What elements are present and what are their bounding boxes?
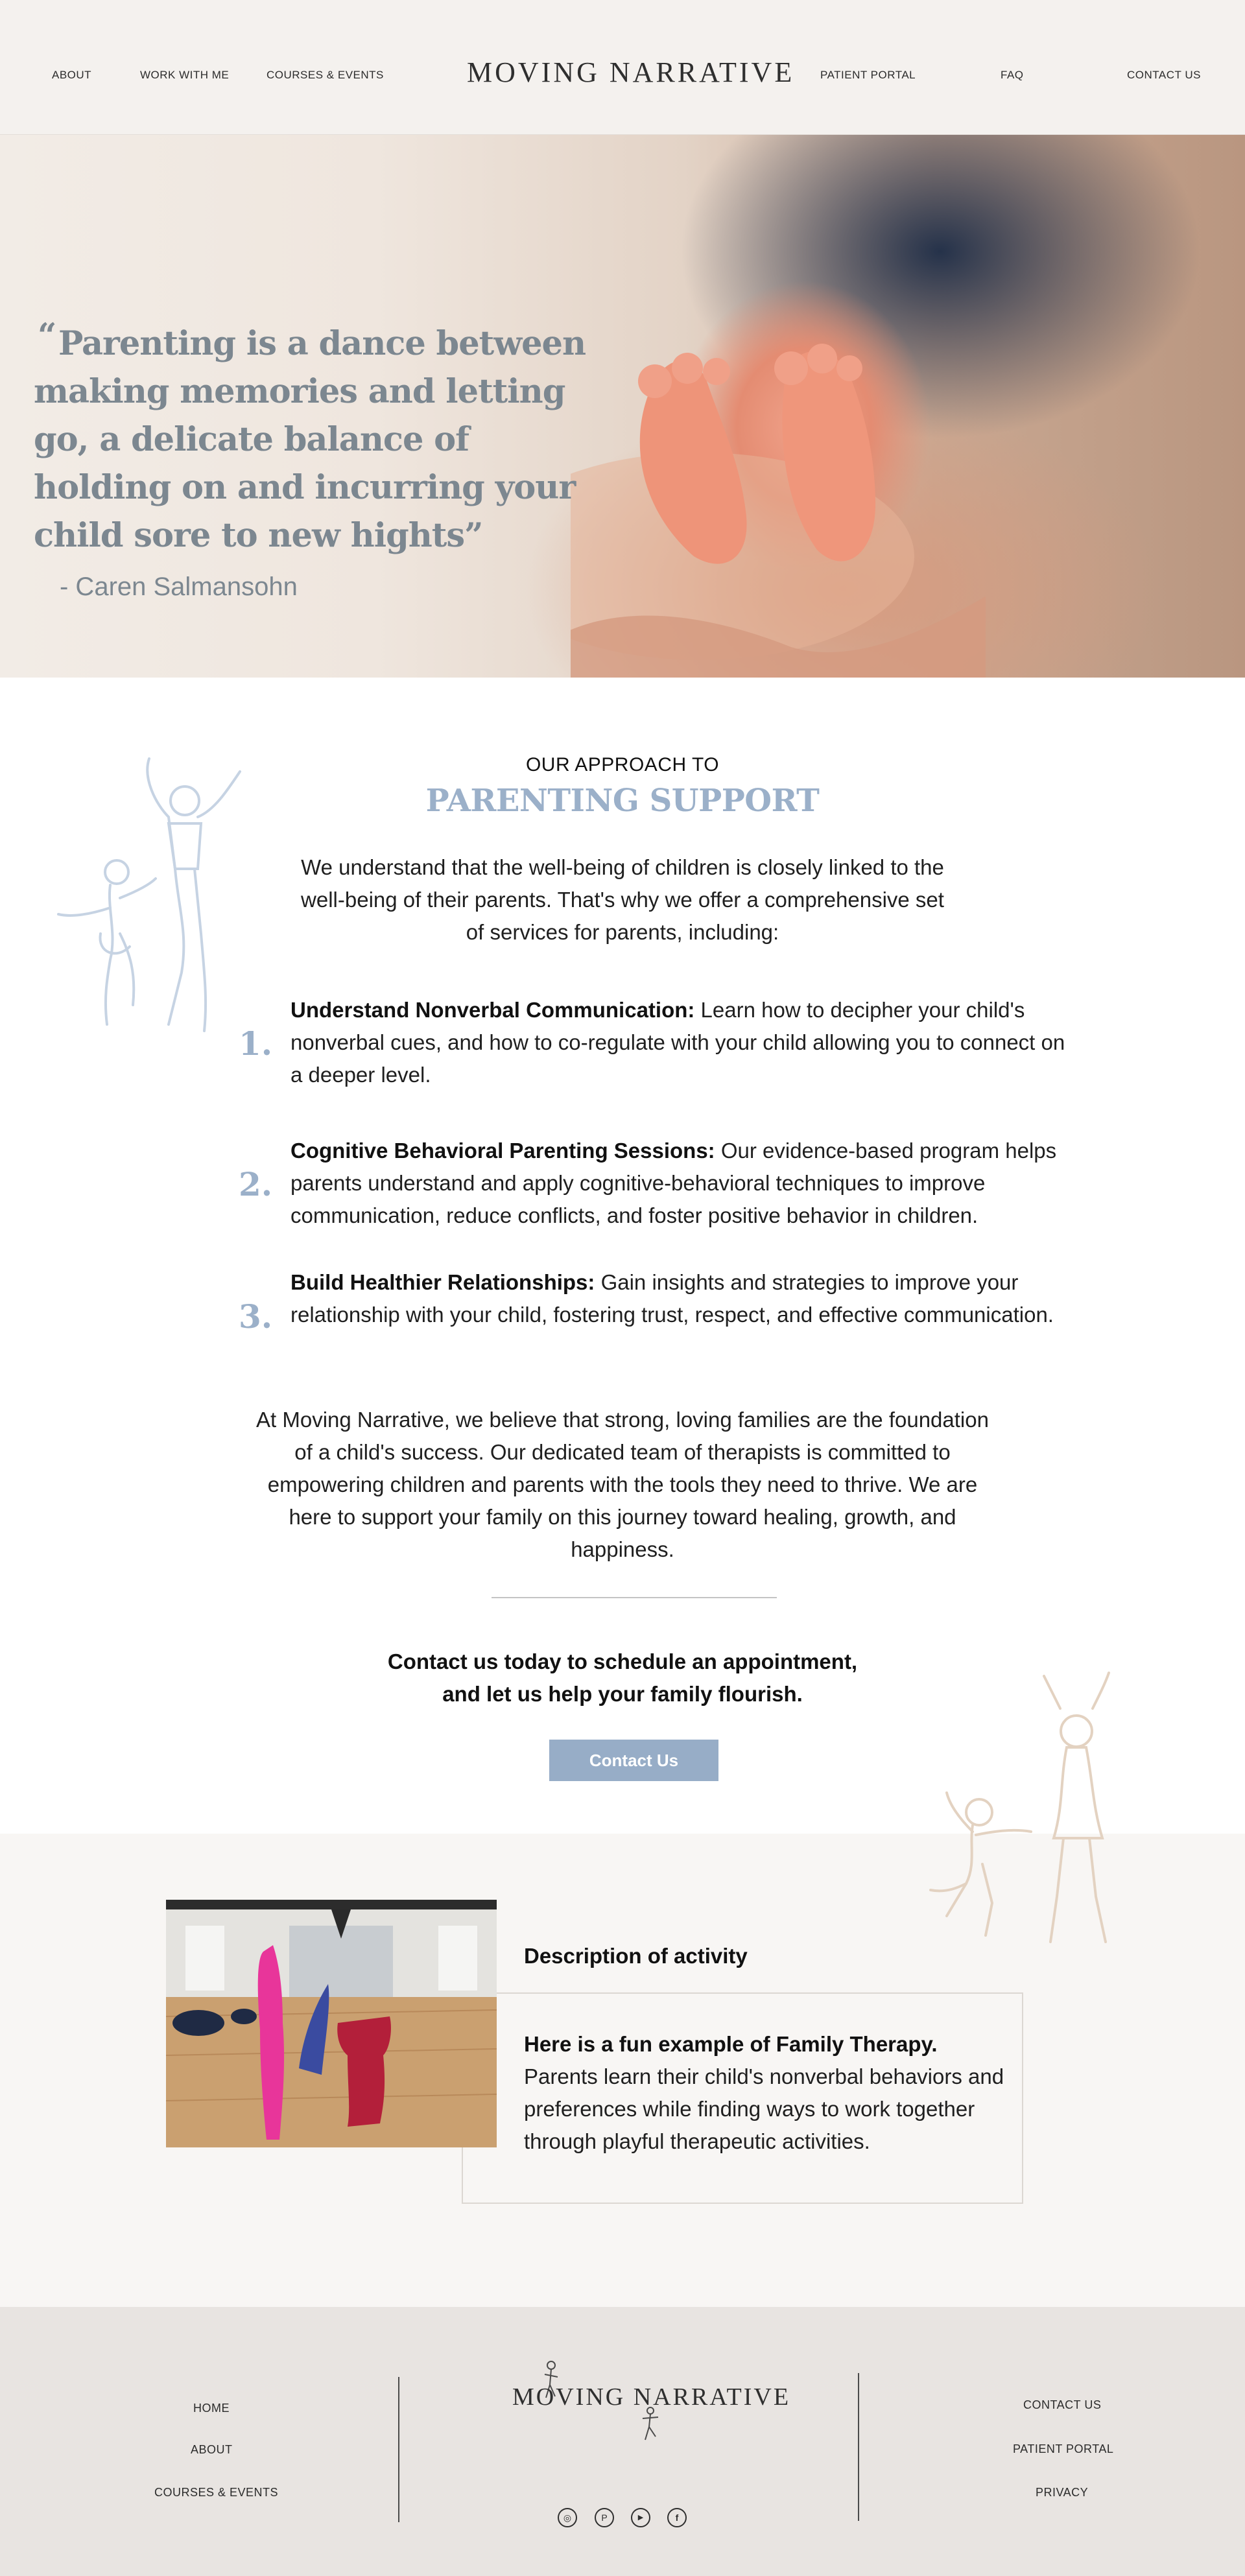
cta-line-1: Contact us today to schedule an appointment, [387, 1649, 858, 1673]
footer-link-about[interactable]: ABOUT [191, 2443, 233, 2456]
hero-quote: Parenting is a dance between making memories and letting go, a delicate balance of holding on and incurring your child sore to new hights” [34, 324, 586, 555]
nav-courses-events[interactable]: COURSES & EVENTS [267, 69, 384, 81]
service-number: 3. [239, 1297, 273, 1336]
facebook-icon[interactable]: f [667, 2508, 687, 2527]
service-item [290, 1135, 1082, 1232]
footer-link-courses-events[interactable]: COURSES & EVENTS [154, 2486, 279, 2499]
footer-divider-left [398, 2377, 399, 2522]
footer-link-contact-us[interactable]: CONTACT US [1023, 2398, 1102, 2411]
service-text: Our evidence-based program helps parents understand and apply cognitive-behavioral techniques to improve communication, reduce conflicts, and foster positive behavior in children. [290, 1139, 1057, 1227]
service-number: 1. [239, 1024, 273, 1063]
activity-body: Parents learn their child's nonverbal behaviors and preferences while finding ways to work together through playful therapeutic activities. [524, 2064, 1004, 2153]
service-title: Build Healthier Relationships: [290, 1270, 595, 1294]
baby-feet-image [571, 342, 986, 678]
footer-logo[interactable]: MOVING NARRATIVE [512, 2383, 791, 2411]
service-title: Understand Nonverbal Communication: [290, 998, 695, 1022]
footer-link-privacy[interactable]: PRIVACY [1036, 2486, 1089, 2499]
approach-intro: We understand that the well-being of children is closely linked to the well-being of their parents. That's why we offer a comprehensive set of services for parents, including: [301, 855, 944, 944]
cta-line-2: and let us help your family flourish. [442, 1682, 803, 1706]
nav-patient-portal[interactable]: PATIENT PORTAL [820, 69, 916, 81]
quote-mark: “ [38, 316, 57, 355]
site-logo[interactable]: MOVING NARRATIVE [467, 56, 795, 88]
approach-section [0, 678, 1245, 1834]
service-number: 2. [239, 1165, 273, 1203]
logo-dancer-icon [639, 2404, 662, 2443]
site-footer [0, 2307, 1245, 2576]
service-item [290, 994, 1082, 1091]
family-therapy-photo [166, 1900, 497, 2147]
footer-link-home[interactable]: HOME [193, 2402, 230, 2415]
youtube-icon[interactable]: ▶ [631, 2508, 650, 2527]
service-title: Cognitive Behavioral Parenting Sessions: [290, 1139, 715, 1163]
contact-us-button[interactable]: Contact Us [549, 1740, 718, 1781]
nav-faq[interactable]: FAQ [1001, 69, 1024, 81]
instagram-icon[interactable]: ◎ [558, 2508, 577, 2527]
hero-banner [0, 135, 1245, 678]
activity-description [524, 2028, 1017, 2158]
pinterest-icon[interactable]: P [595, 2508, 614, 2527]
nav-work-with-me[interactable]: WORK WITH ME [140, 69, 230, 81]
studio-scene-illustration [166, 1900, 497, 2147]
approach-kicker: OUR APPROACH TO [525, 754, 720, 775]
service-item [290, 1266, 1082, 1331]
approach-title: PARENTING SUPPORT [425, 783, 820, 819]
hero-quote-author: - Caren Salmansohn [60, 573, 298, 601]
footer-link-patient-portal[interactable]: PATIENT PORTAL [1013, 2442, 1114, 2455]
nav-contact-us[interactable]: CONTACT US [1127, 69, 1201, 81]
nav-about[interactable]: ABOUT [52, 69, 92, 81]
activity-lead: Here is a fun example of Family Therapy. [524, 2032, 938, 2056]
approach-closing: At Moving Narrative, we believe that strong, loving families are the foundation of a child's success. Our dedicated team of therapists is committed to empowering children and parents with the tools they need to thrive. We are here to support your family on this journey toward healing, growth, and happiness. [256, 1408, 989, 1561]
site-header [0, 0, 1245, 135]
mother-child-dance-line-art [921, 1670, 1141, 1968]
service-text: Gain insights and strategies to improve your relationship with your child, fostering trust, respect, and effective communication. [290, 1270, 1054, 1327]
section-divider [492, 1597, 777, 1598]
service-text: Learn how to decipher your child's nonverbal cues, and how to co-regulate with your child allowing you to connect on a deeper level. [290, 998, 1065, 1087]
footer-divider-right [858, 2373, 859, 2521]
activity-heading: Description of activity [524, 1944, 748, 1968]
